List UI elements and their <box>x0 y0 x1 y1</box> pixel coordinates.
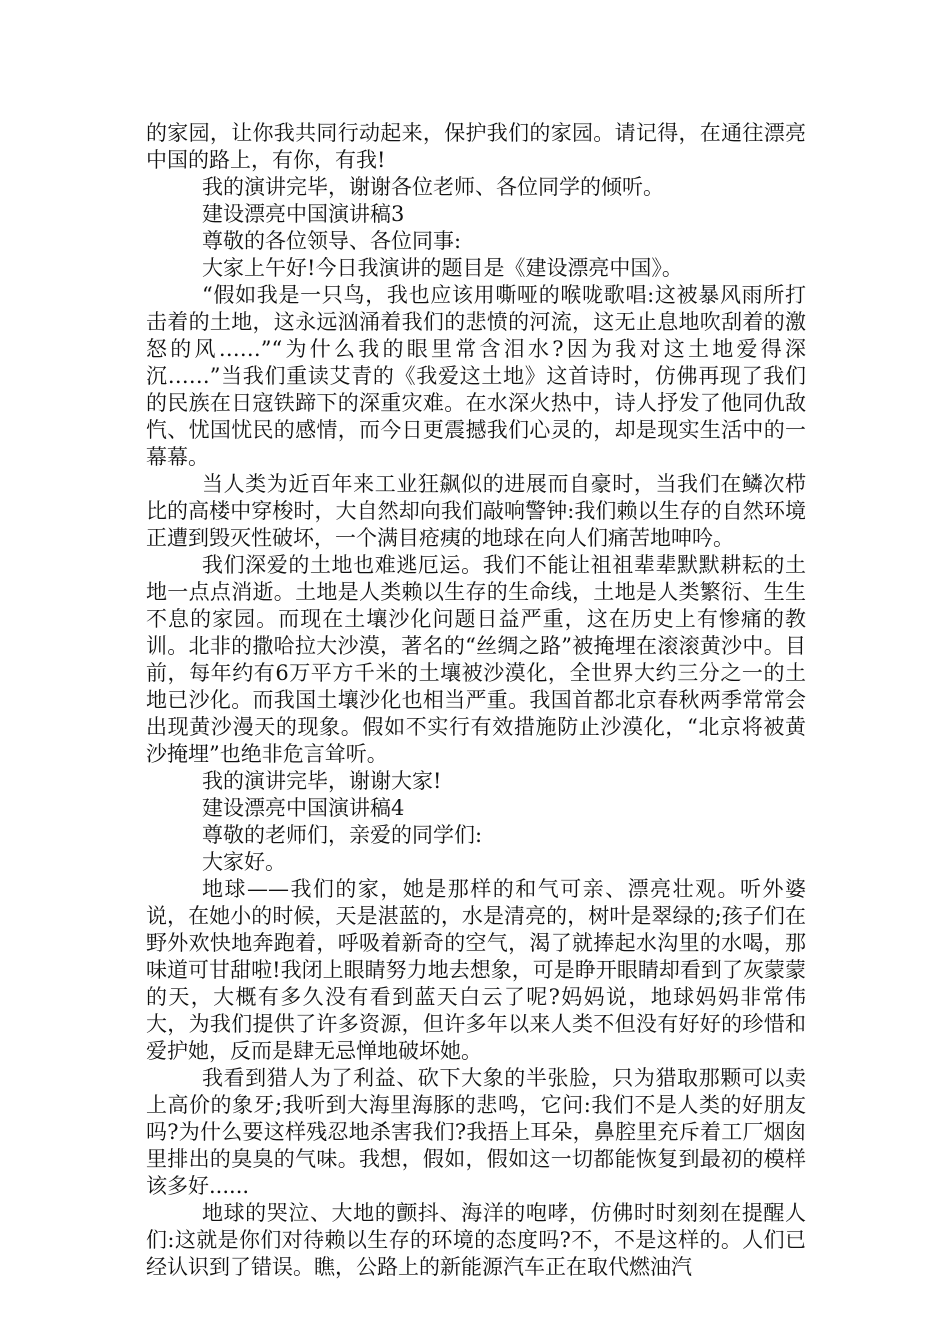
salutation-3: 尊敬的各位领导、各位同事: <box>202 229 462 253</box>
paragraph-industry: 当人类为近百年来工业狂飙似的进展而自豪时，当我们在鳞次栉比的高楼中穿梭时，大自然却向我们敲响警钟:我们赖以生存的自然环境正遭到毁灭性破坏，一个满目疮痍的地球在向人们痛苦地呻吟。 <box>146 472 806 550</box>
paragraph-closing-thanks: 我的演讲完毕，谢谢各位老师、各位同学的倾听。 <box>202 175 664 199</box>
paragraph-earth-crying: 地球的哭泣、大地的颤抖、海洋的咆哮，仿佛时时刻刻在提醒人们:这就是你们对待赖以生存的环境的态度吗?不，不是这样的。人们已经认识到了错误。瞧，公路上的新能源汽车正在取代燃油汽 <box>146 1201 806 1279</box>
salutation-4: 尊敬的老师们，亲爱的同学们: <box>202 823 483 847</box>
speech-title-3: 建设漂亮中国演讲稿3 <box>202 202 405 226</box>
greeting-3: 大家上午好!今日我演讲的题目是《建设漂亮中国》。 <box>202 256 683 280</box>
paragraph-continuation: 的家园，让你我共同行动起来，保护我们的家园。请记得，在通往漂亮中国的路上，有你，有我! <box>146 121 806 172</box>
greeting-4: 大家好。 <box>202 850 286 874</box>
paragraph-desertification: 我们深爱的土地也难逃厄运。我们不能让祖祖辈辈默默耕耘的土地一点点消逝。土地是人类赖以生存的生命线，土地是人类繁衍、生生不息的家园。而现在土壤沙化问题日益严重，这在历史上有惨痛的教训。北非的撒哈拉大沙漠，著名的“丝绸之路”被掩埋在滚滚黄沙中。目前，每年约有6万平方千米的土壤被沙漠化，全世界大约三分之一的土地已沙化。而我国土壤沙化也相当严重。我国首都北京春秋两季常常会出现黄沙漫天的现象。假如不实行有效措施防止沙漠化，“北京将被黄沙掩埋”也绝非危言耸听。 <box>146 553 806 766</box>
paragraph-earth-home: 地球——我们的家，她是那样的和气可亲、漂亮壮观。听外婆说，在她小的时候，天是湛蓝的，水是清亮的，树叶是翠绿的;孩子们在野外欢快地奔跑着，呼吸着新奇的空气，渴了就捧起水沟里的水喝，那味道可甘甜啦!我闭上眼睛努力地去想象，可是睁开眼睛却看到了灰蒙蒙的天，大概有多久没有看到蓝天白云了呢?妈妈说，地球妈妈非常伟大，为我们提供了许多资源，但许多年以来人类不但没有好好的珍惜和爱护她，反而是肆无忌惮地破坏她。 <box>146 877 806 1063</box>
document-page <box>146 120 806 1281</box>
paragraph-hunters: 我看到猎人为了利益、砍下大象的半张脸，只为猎取那颗可以卖上高价的象牙;我听到大海里海豚的悲鸣，它问:我们不是人类的好朋友吗?为什么要这样残忍地杀害我们?我捂上耳朵，鼻腔里充斥着工厂烟囱里排出的臭臭的气味。我想，假如，假如这一切都能恢复到最初的模样该多好...... <box>146 1066 806 1198</box>
paragraph-poem-quote: “假如我是一只鸟，我也应该用嘶哑的喉咙歌唱:这被暴风雨所打击着的土地，这永远汹涌着我们的悲愤的河流，这无止息地吹刮着的激怒的风……”“为什么我的眼里常含泪水?因为我对这土地爱得深沉……”当我们重读艾青的《我爱这土地》这首诗时，仿佛再现了我们的民族在日寇铁蹄下的深重灾难。在水深火热中，诗人抒发了他同仇敌忾、忧国忧民的感情，而今日更震撼我们心灵的，却是现实生活中的一幕幕。 <box>146 283 806 469</box>
speech-title-4: 建设漂亮中国演讲稿4 <box>202 796 405 820</box>
paragraph-closing-3: 我的演讲完毕，谢谢大家! <box>202 769 442 793</box>
